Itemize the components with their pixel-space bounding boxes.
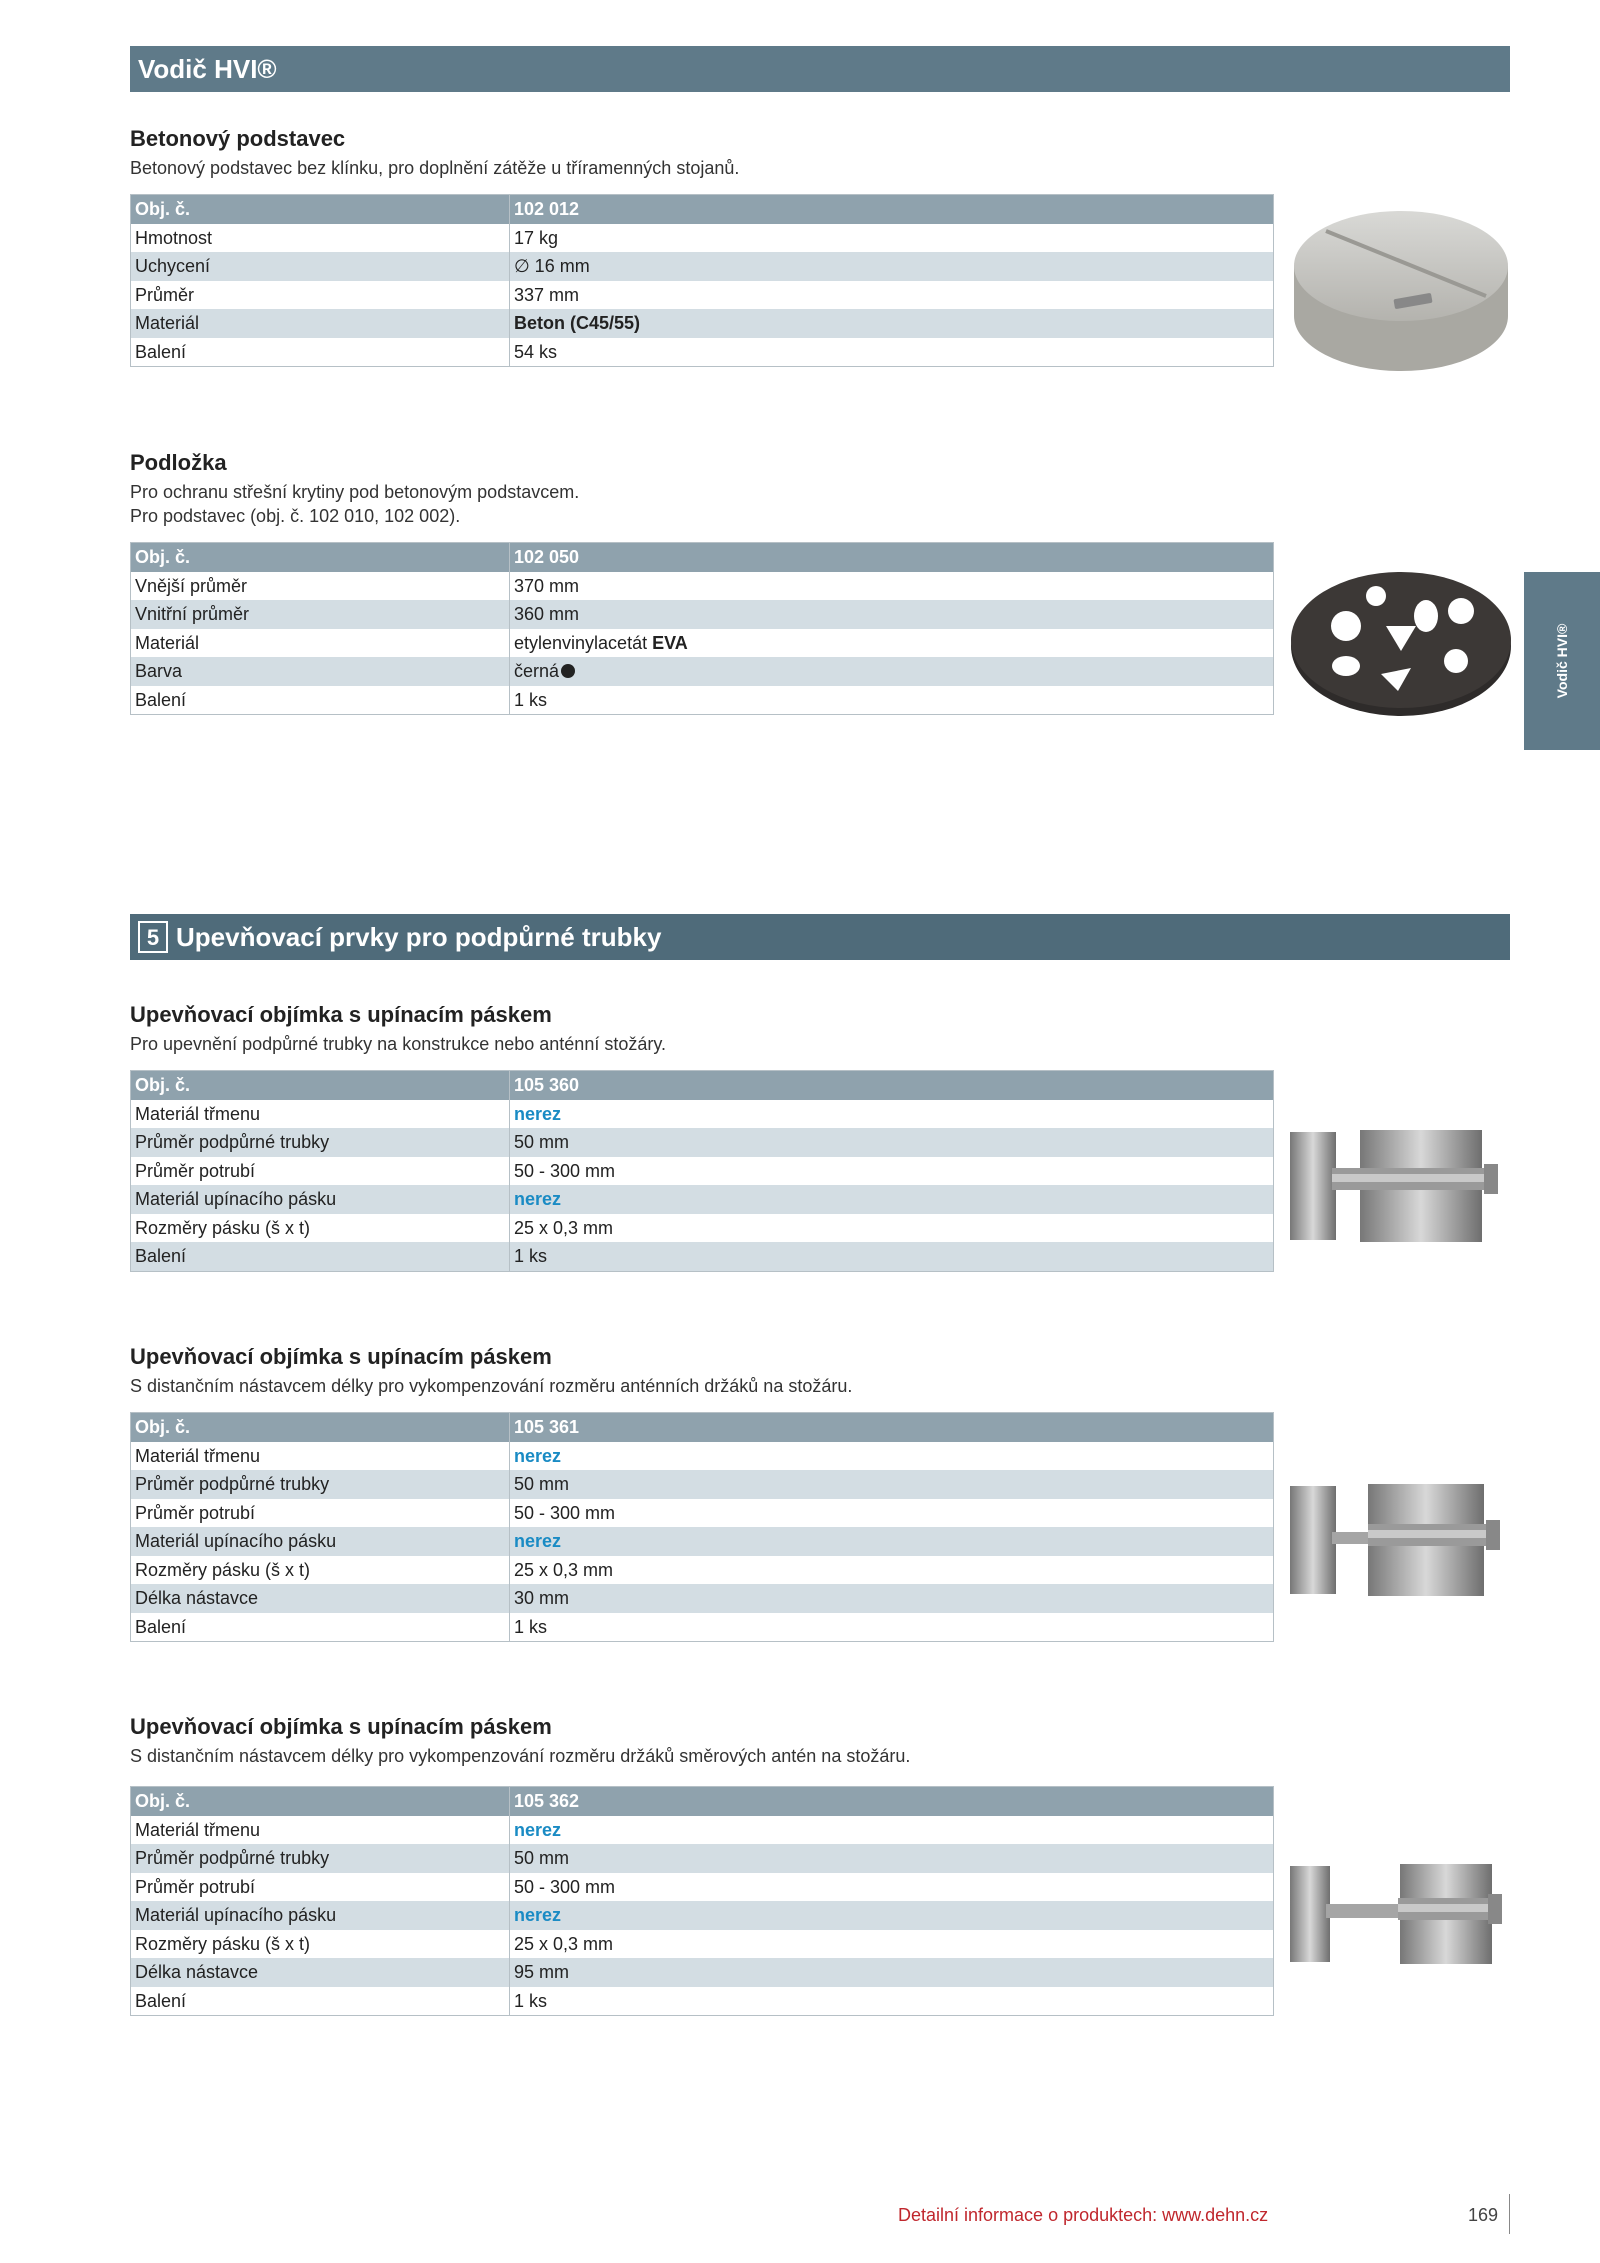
table-cell: Barva xyxy=(131,657,510,686)
table-cell: Délka nástavce xyxy=(131,1958,510,1987)
section-number: 5 xyxy=(138,921,168,953)
table-cell: Průměr xyxy=(131,281,510,310)
product-pipe-clamp-spacer-30 xyxy=(130,1342,1270,1642)
table-cell: Balení xyxy=(131,1242,510,1271)
table-cell: Průměr podpůrné trubky xyxy=(131,1128,510,1157)
table-row xyxy=(131,309,1274,338)
product-title: Upevňovací objímka s upínacím páskem xyxy=(130,1002,552,1027)
table-cell: Materiál třmenu xyxy=(131,1442,510,1471)
page-number: 169 xyxy=(1468,2205,1499,2225)
table-cell: Obj. č. xyxy=(131,543,510,572)
table-cell: Délka nástavce xyxy=(131,1584,510,1613)
spec-table xyxy=(130,194,1274,367)
table-row xyxy=(131,1930,1274,1959)
table-row xyxy=(131,1157,1274,1186)
product-description: Pro ochranu střešní krytiny pod betonovým podstavcem. xyxy=(130,482,580,502)
table-cell: nerez xyxy=(510,1901,1274,1930)
table-cell: 1 ks xyxy=(514,689,548,710)
table-cell: Průměr potrubí xyxy=(131,1873,510,1902)
table-row xyxy=(131,686,1274,715)
table-cell: Obj. č. xyxy=(131,195,510,224)
table-cell: 337 mm xyxy=(514,284,580,305)
table-cell: 95 mm xyxy=(510,1958,1274,1987)
section-header xyxy=(130,914,1510,960)
table-row xyxy=(131,281,1274,310)
base-pad-photo xyxy=(1286,556,1516,726)
table-cell: Balení xyxy=(131,338,510,367)
table-cell xyxy=(510,629,1274,658)
table-cell: Hmotnost xyxy=(131,224,510,253)
table-cell: Materiál třmenu xyxy=(131,1100,510,1129)
table-cell: Materiál upínacího pásku xyxy=(131,1901,510,1930)
table-row xyxy=(131,629,1274,658)
spec-table xyxy=(130,1786,1274,2016)
table-row xyxy=(131,1470,1274,1499)
product-concrete-base xyxy=(130,124,1270,367)
table-cell: nerez xyxy=(514,1819,562,1840)
table-row xyxy=(131,1613,1274,1642)
table-cell: Obj. č. xyxy=(131,1413,510,1442)
table-row xyxy=(131,657,1274,686)
table-cell: 50 mm xyxy=(510,1470,1274,1499)
product-title: Upevňovací objímka s upínacím páskem xyxy=(130,1344,552,1369)
table-cell: 1 ks xyxy=(514,1990,548,2011)
material-text: etylenvinylacetát xyxy=(514,632,653,653)
section-title: Upevňovací prvky pro podpůrné trubky xyxy=(176,922,662,952)
table-cell: 1 ks xyxy=(510,1242,1274,1271)
table-row xyxy=(131,1816,1274,1845)
pipe-clamp-photo xyxy=(1288,1130,1513,1242)
table-cell: 50 mm xyxy=(510,1844,1274,1873)
chapter-header xyxy=(130,46,1510,92)
table-row xyxy=(131,1873,1274,1902)
product-description: S distančním nástavcem délky pro vykompenzování rozměru držáků směrových antén na stožáru. xyxy=(130,1746,911,1766)
table-cell: 105 361 xyxy=(510,1413,1274,1442)
table-header-row xyxy=(131,543,1274,572)
table-row xyxy=(131,1844,1274,1873)
table-cell: 50 mm xyxy=(510,1128,1274,1157)
table-row xyxy=(131,1128,1274,1157)
table-row xyxy=(131,338,1274,367)
table-cell: 102 012 xyxy=(510,195,1274,224)
product-pipe-clamp-spacer-95 xyxy=(130,1712,1270,2016)
table-cell: Průměr potrubí xyxy=(131,1157,510,1186)
concrete-base-photo xyxy=(1286,196,1516,386)
table-cell: Materiál třmenu xyxy=(131,1816,510,1845)
pipe-clamp-spacer-30-photo xyxy=(1288,1484,1513,1596)
table-row xyxy=(131,224,1274,253)
product-description: Betonový podstavec bez klínku, pro doplnění zátěže u tříramenných stojanů. xyxy=(130,158,740,178)
table-cell: 50 - 300 mm xyxy=(514,1502,616,1523)
footer-product-info-link[interactable]: Detailní informace o produktech: www.dehn.cz xyxy=(898,2205,1269,2225)
table-cell: nerez xyxy=(514,1445,562,1466)
table-cell: 370 mm xyxy=(514,575,580,596)
table-cell: 102 050 xyxy=(510,543,1274,572)
table-row xyxy=(131,1242,1274,1271)
table-row xyxy=(131,1556,1274,1585)
black-color-swatch-icon xyxy=(561,664,575,678)
table-cell: Průměr podpůrné trubky xyxy=(131,1844,510,1873)
spec-table xyxy=(130,1070,1274,1272)
table-cell: Průměr potrubí xyxy=(131,1499,510,1528)
spec-table xyxy=(130,542,1274,715)
table-cell: 105 362 xyxy=(510,1787,1274,1816)
table-header-row xyxy=(131,1787,1274,1816)
table-cell: 54 ks xyxy=(514,341,558,362)
table-row xyxy=(131,1901,1274,1930)
table-cell: Materiál upínacího pásku xyxy=(131,1185,510,1214)
table-cell: 25 x 0,3 mm xyxy=(514,1559,614,1580)
product-pipe-clamp xyxy=(130,1000,1270,1272)
table-header-row xyxy=(131,1413,1274,1442)
product-base-pad xyxy=(130,448,1270,715)
table-row xyxy=(131,600,1274,629)
table-cell: 25 x 0,3 mm xyxy=(514,1933,614,1954)
table-cell: Balení xyxy=(131,1987,510,2016)
table-row xyxy=(131,252,1274,281)
table-cell: Průměr podpůrné trubky xyxy=(131,1470,510,1499)
product-description: S distančním nástavcem délky pro vykompenzování rozměru anténních držáků na stožáru. xyxy=(130,1376,853,1396)
table-row xyxy=(131,572,1274,601)
table-row xyxy=(131,1584,1274,1613)
table-cell: Uchycení xyxy=(131,252,510,281)
table-cell: Rozměry pásku (š x t) xyxy=(131,1556,510,1585)
table-cell: ∅ 16 mm xyxy=(510,252,1274,281)
table-cell: Rozměry pásku (š x t) xyxy=(131,1930,510,1959)
table-cell: nerez xyxy=(510,1185,1274,1214)
table-row xyxy=(131,1100,1274,1129)
table-cell: Materiál xyxy=(131,629,510,658)
product-title: Upevňovací objímka s upínacím páskem xyxy=(130,1714,552,1739)
table-cell: 17 kg xyxy=(514,227,559,248)
page-divider xyxy=(1509,2194,1510,2234)
table-cell: 360 mm xyxy=(510,600,1274,629)
table-row xyxy=(131,1185,1274,1214)
table-cell: 25 x 0,3 mm xyxy=(514,1217,614,1238)
table-row xyxy=(131,1527,1274,1556)
table-row xyxy=(131,1499,1274,1528)
chapter-side-tab[interactable] xyxy=(1524,572,1600,750)
table-header-row xyxy=(131,195,1274,224)
table-cell: Materiál upínacího pásku xyxy=(131,1527,510,1556)
table-cell: nerez xyxy=(514,1103,562,1124)
table-cell xyxy=(510,657,1274,686)
table-cell: 50 - 300 mm xyxy=(514,1160,616,1181)
table-row xyxy=(131,1214,1274,1243)
table-cell: Materiál xyxy=(131,309,510,338)
table-cell: Balení xyxy=(131,1613,510,1642)
table-header-row xyxy=(131,1071,1274,1100)
side-tab-label: Vodič HVI® xyxy=(1554,623,1570,699)
table-cell: 30 mm xyxy=(510,1584,1274,1613)
material-code: EVA xyxy=(652,632,688,653)
table-row xyxy=(131,1987,1274,2016)
table-row xyxy=(131,1958,1274,1987)
table-cell: Vnitřní průměr xyxy=(131,600,510,629)
table-cell: Rozměry pásku (š x t) xyxy=(131,1214,510,1243)
table-cell: Vnější průměr xyxy=(131,572,510,601)
spec-table xyxy=(130,1412,1274,1642)
table-cell: 50 - 300 mm xyxy=(514,1876,616,1897)
table-cell: 105 360 xyxy=(510,1071,1274,1100)
product-title: Betonový podstavec xyxy=(130,126,346,151)
table-cell: Balení xyxy=(131,686,510,715)
table-cell: Beton (C45/55) xyxy=(510,309,1274,338)
table-cell: nerez xyxy=(510,1527,1274,1556)
product-description: Pro podstavec (obj. č. 102 010, 102 002). xyxy=(130,506,461,526)
product-title: Podložka xyxy=(130,450,227,475)
color-text: černá xyxy=(514,661,560,682)
table-cell: Obj. č. xyxy=(131,1787,510,1816)
product-description: Pro upevnění podpůrné trubky na konstrukce nebo anténní stožáry. xyxy=(130,1034,667,1054)
table-row xyxy=(131,1442,1274,1471)
pipe-clamp-spacer-95-photo xyxy=(1288,1864,1513,1964)
table-cell: 1 ks xyxy=(514,1616,548,1637)
table-cell: Obj. č. xyxy=(131,1071,510,1100)
chapter-title: Vodič HVI® xyxy=(138,54,277,84)
